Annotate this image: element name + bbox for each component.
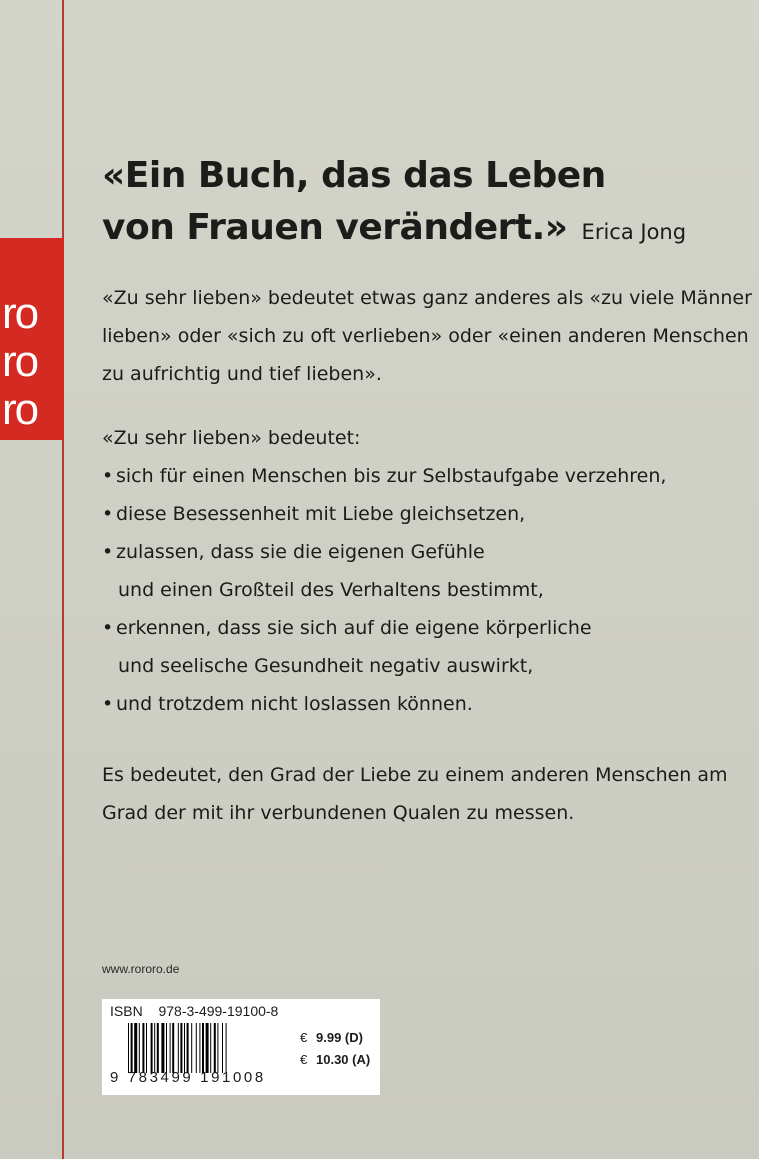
barcode-bar [166,1023,167,1073]
barcode [128,1023,292,1073]
barcode-bar [222,1023,223,1073]
bullet-dot: • [102,503,114,525]
paragraph-3-line-1: Es bedeutet, den Grad der Liebe zu einem anderen Menschen am [102,764,728,786]
barcode-bar [146,1023,147,1073]
paragraph-1-line-3: zu aufrichtig und tief lieben». [102,363,382,385]
bullet-item-1 [102,457,722,495]
quote-line-1: «Ein Buch, das das Leben [102,155,606,196]
paragraph-1-line-1: «Zu sehr lieben» bedeutet etwas ganz anderes als «zu viele Männer [102,287,752,309]
barcode-bar [170,1023,171,1073]
quote-author: Erica Jong [581,220,687,244]
barcode-bar [199,1023,200,1073]
quote-line-2 [102,202,722,258]
quote-line-2-text: von Frauen verändert.» [102,207,568,248]
barcode-bar [128,1023,129,1073]
barcode-bar [226,1023,227,1073]
publisher-website: www.rororo.de [102,962,180,976]
bullet-text-1: sich für einen Menschen bis zur Selbstaufgabe verzehren, [116,465,667,487]
bullet-dot: • [102,617,114,639]
paragraph-3 [102,756,728,832]
barcode-bar [206,1023,209,1073]
paragraph-1 [102,279,752,393]
isbn-label: ISBN [110,1003,143,1019]
paragraph-1-line-2: lieben» oder «sich zu oft verlieben» oder «einen anderen Menschen [102,325,749,347]
currency-symbol: € [300,1052,308,1067]
barcode-bar [157,1023,159,1073]
bullet-text-4a: erkennen, dass sie sich auf die eigene körperliche [116,617,592,639]
price-de [300,1027,370,1049]
price-list [300,1027,370,1071]
logo-text-3: ro [2,385,38,434]
barcode-bar [196,1023,197,1073]
barcode-bar [187,1023,189,1073]
barcode-bar [184,1023,185,1073]
isbn-barcode-box [102,999,380,1095]
bullet-dot: • [102,693,114,715]
barcode-bar [214,1023,216,1073]
price-at [300,1049,370,1071]
price-de-value: 9.99 (D) [316,1030,363,1045]
barcode-digits: 9 783499 191008 [110,1069,266,1086]
barcode-bar [191,1023,192,1073]
bullet-text-3b: und einen Großteil des Verhaltens bestimmt, [118,579,544,601]
barcode-bar [172,1023,174,1073]
barcode-bar [154,1023,155,1073]
bullet-item-3 [102,533,722,571]
bullet-dot: • [102,465,114,487]
barcode-bar [210,1023,211,1073]
logo-text-2: ro [2,337,38,386]
paragraph-2-intro: «Zu sehr lieben» bedeutet: [102,427,361,449]
bullet-text-2: diese Besessenheit mit Liebe gleichsetzen, [116,503,526,525]
isbn-line [110,1003,278,1019]
blurb-quote [102,150,722,258]
isbn-number: 978-3-499-19100-8 [158,1003,279,1019]
barcode-bar [178,1023,179,1073]
barcode-bar [180,1023,182,1073]
price-at-value: 10.30 (A) [316,1052,371,1067]
paragraph-3-line-2: Grad der mit ihr verbundenen Qualen zu messen. [102,802,575,824]
logo-text-1: ro [2,289,38,338]
bullet-item-2 [102,495,722,533]
barcode-bar [161,1023,164,1073]
bullet-text-5: und trotzdem nicht loslassen können. [116,693,473,715]
barcode-bar [151,1023,153,1073]
bullet-item-5 [102,685,722,723]
spine-line [62,0,64,1159]
barcode-bar [139,1023,140,1073]
barcode-bar [142,1023,144,1073]
barcode-bar [217,1023,218,1073]
rororo-logo [0,238,64,440]
barcode-bar [134,1023,137,1073]
bullet-dot: • [102,541,114,563]
barcode-bar [202,1023,204,1073]
bullet-item-4 [102,609,722,647]
bullet-text-4b: und seelische Gesundheit negativ auswirkt, [118,655,534,677]
currency-symbol: € [300,1030,308,1045]
bullet-text-3a: zulassen, dass sie die eigenen Gefühle [116,541,485,563]
paragraph-2 [102,419,722,723]
barcode-bar [131,1023,133,1073]
